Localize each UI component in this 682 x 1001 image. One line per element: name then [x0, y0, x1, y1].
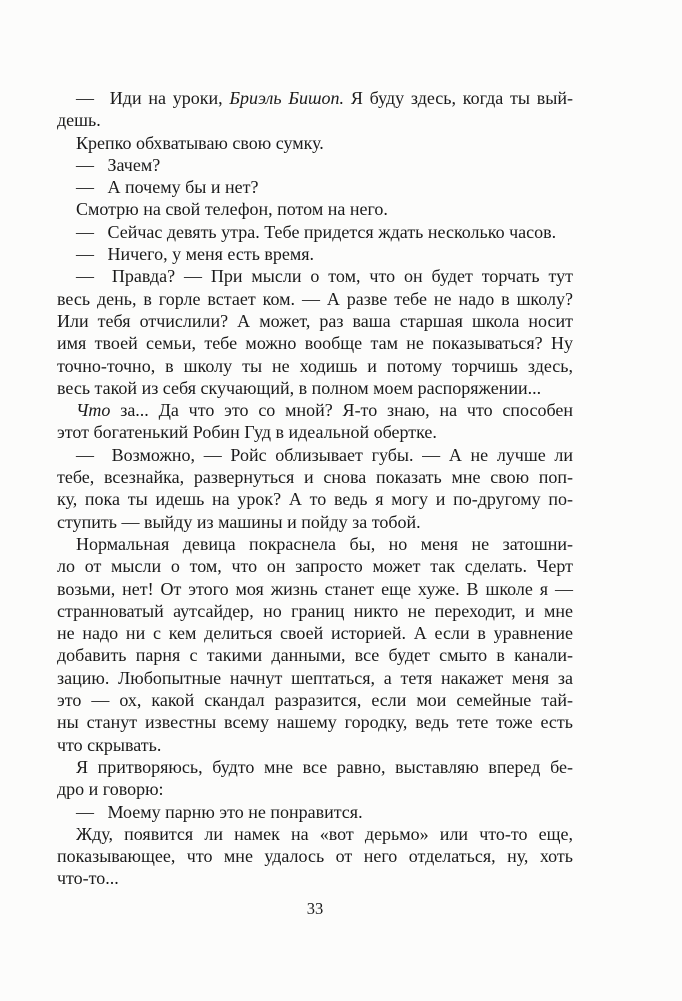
text-line	[57, 421, 573, 443]
text-line	[57, 109, 573, 131]
text-segment: странноватый аутсайдер, но границ никто не переходит, и мне	[57, 600, 573, 621]
text-line	[57, 600, 573, 622]
text-line	[57, 845, 573, 867]
text-line	[57, 288, 573, 310]
text-segment: добавить парня с такими данными, все будет смыто в канали-	[57, 645, 573, 666]
text-line	[57, 154, 573, 176]
text-line	[57, 355, 573, 377]
text-segment: — Возможно, — Ройс облизывает губы. — А не лучше ли	[76, 444, 573, 465]
text-segment: показывающее, что мне удалось от него отделаться, ну, хоть	[57, 846, 573, 867]
text-segment: этот богатенький Робин Гуд в идеальной обертке.	[57, 422, 437, 443]
text-segment: точно-точно, в школу ты не ходишь и потому торчишь здесь,	[57, 355, 573, 376]
text-segment: Жду, появится ли намек на «вот дерьмо» или что-то еще,	[76, 823, 573, 844]
text-line	[57, 310, 573, 332]
italic-text-segment: Бриэль Бишоп.	[229, 88, 345, 108]
text-line	[57, 689, 573, 711]
text-segment: ступить — выйду из машины и пойду за тобой.	[57, 511, 421, 532]
text-line	[57, 756, 573, 778]
text-segment: ку, пока ты идешь на урок? А то ведь я могу и по-другому по-	[57, 489, 573, 510]
text-segment: ны станут известны всему нашему городку, ведь тете тоже есть	[57, 712, 573, 733]
text-line	[57, 466, 573, 488]
page-text-block	[57, 87, 573, 890]
text-line	[57, 198, 573, 220]
text-segment: дро и говорю:	[57, 779, 164, 800]
text-segment: Я буду здесь, когда ты вый-	[344, 88, 573, 108]
text-line	[57, 176, 573, 198]
text-segment: весь день, в горле встает ком. — А разве тебе не надо в школу?	[57, 288, 573, 309]
text-segment: Я притворяюсь, будто мне все равно, выставляю вперед бе-	[76, 756, 573, 777]
text-segment: Нормальная девица покраснела бы, но меня не затошни-	[76, 533, 573, 554]
text-segment: весь такой из себя скучающий, в полном моем распоряжении...	[57, 377, 542, 398]
text-line	[57, 399, 573, 421]
text-line	[57, 667, 573, 689]
italic-text-segment: Что	[76, 400, 111, 421]
text-segment: зацию. Любопытные начнут шептаться, а тетя накажет меня за	[57, 667, 573, 688]
text-line	[57, 644, 573, 666]
text-line	[57, 578, 573, 600]
text-segment: — Зачем?	[76, 154, 161, 175]
text-segment: — Ничего, у меня есть время.	[76, 244, 315, 265]
text-segment: это — ох, какой скандал разразится, если мои семейные тай-	[57, 690, 573, 711]
text-segment: — Моему парню это не понравится.	[76, 801, 363, 822]
text-line	[57, 555, 573, 577]
text-segment: — Правда? — При мысли о том, что он будет торчать тут	[76, 266, 573, 287]
text-line	[57, 867, 573, 889]
text-line	[57, 778, 573, 800]
text-segment: — А почему бы и нет?	[76, 177, 259, 198]
text-segment: ло от мысли о том, что он запросто может так сделать. Черт	[57, 556, 573, 577]
text-segment: имя твоей семьи, тебе можно вообще там не показываться? Ну	[57, 333, 573, 354]
text-segment: Крепко обхватываю свою сумку.	[76, 132, 324, 153]
text-line	[57, 444, 573, 466]
text-segment: Смотрю на свой телефон, потом на него.	[76, 199, 388, 220]
text-line	[57, 221, 573, 243]
text-line	[57, 823, 573, 845]
text-line	[57, 711, 573, 733]
text-line	[57, 377, 573, 399]
text-segment: не надо ни с кем делиться своей историей. А если в уравнение	[57, 623, 573, 644]
text-line	[57, 132, 573, 154]
text-line	[57, 734, 573, 756]
text-line	[57, 533, 573, 555]
text-segment: Или тебя отчислили? А может, раз ваша старшая школа носит	[57, 310, 573, 331]
text-line	[57, 511, 573, 533]
text-line	[57, 801, 573, 823]
text-segment: — Сейчас девять утра. Тебе придется ждать несколько часов.	[76, 221, 557, 242]
text-line	[57, 488, 573, 510]
text-line	[57, 332, 573, 354]
text-line	[57, 265, 573, 287]
page-number: 33	[306, 899, 324, 918]
text-segment: за... Да что это со мной? Я-то знаю, на что способен	[110, 400, 573, 421]
text-segment: тебе, всезнайка, развернуться и снова показать мне свою поп-	[57, 467, 573, 488]
text-segment: что скрывать.	[57, 734, 162, 755]
text-segment: что-то...	[57, 868, 119, 889]
text-segment: возьми, нет! От этого моя жизнь станет еще хуже. В школе я —	[57, 578, 573, 599]
text-segment: дешь.	[57, 110, 101, 131]
text-line	[57, 87, 573, 109]
text-line	[57, 622, 573, 644]
text-line	[57, 243, 573, 265]
text-segment: — Иди на уроки,	[76, 88, 230, 108]
